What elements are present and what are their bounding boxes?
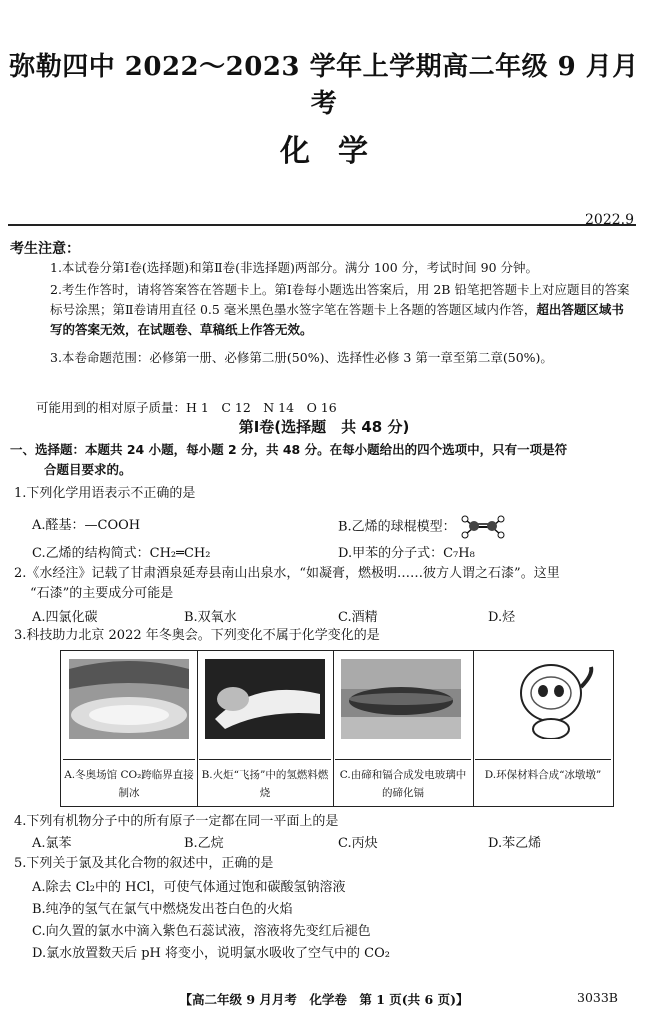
question-4-option-b: B.乙烷 [184, 836, 224, 851]
question-3-caption-a: A.冬奥场馆 CO₂跨临界直接制冰 [63, 759, 195, 802]
subject-title: 化学 [280, 134, 396, 169]
notice-item-2-text: 2.考生作答时，请将答案答在答题卡上。第Ⅰ卷每小题选出答案后，用 2B 铅笔把答题卡上对应题目的答案标号涂黑；第Ⅱ卷请用直径 0.5 毫米黑色墨水签字笔在答题卡上各题的答题区域内作答， [50, 282, 630, 317]
notice-item-1: 1.本试卷分第Ⅰ卷(选择题)和第Ⅱ卷(非选择题)两部分。满分 100 分，考试时间 90 分钟。 [50, 260, 539, 275]
question-3-cell-d [473, 651, 613, 806]
stadium-photo [341, 659, 461, 739]
question-2-stem-line-1: 2.《水经注》记载了甘肃酒泉延寿县南山出泉水，“如凝膏，燃极明……彼方人谓之石漆”。这里 [14, 566, 560, 581]
question-4-option-a: A.氯苯 [32, 836, 72, 851]
question-4-option-d: D.苯乙烯 [488, 836, 542, 851]
ice-rink-photo [69, 659, 189, 739]
question-1-option-b-label: B.乙烯的球棍模型： [338, 519, 456, 535]
section-title: 第Ⅰ卷(选择题 共 48 分) [238, 418, 410, 436]
question-2-option-d: D.烃 [488, 610, 516, 625]
question-2-stem-line-2: “石漆”的主要成分可能是 [30, 586, 174, 601]
exam-date: 2022.9 [585, 212, 634, 228]
question-5-option-d: D.氯水放置数天后 pH 将变小，说明氯水吸收了空气中的 CO₂ [32, 946, 390, 961]
question-3-caption-c: C.由碲和镉合成发电玻璃中的碲化镉 [335, 759, 471, 802]
question-1-option-b [338, 514, 506, 540]
question-1-option-d: D.甲苯的分子式：C₇H₈ [338, 546, 475, 561]
notice-item-2 [50, 280, 630, 340]
header-divider [8, 224, 636, 226]
question-2-option-b: B.双氧水 [184, 610, 237, 625]
mascot-photo [493, 659, 613, 739]
exam-title: 弥勒四中 2022～2023 学年上学期高二年级 9 月月考 [9, 52, 639, 119]
question-3-cell-b [197, 651, 334, 806]
question-2-option-a: A.四氯化碳 [32, 610, 98, 625]
question-5-option-a: A.除去 Cl₂中的 HCl，可使气体通过饱和碳酸氢钠溶液 [32, 880, 346, 895]
instructions-line-2: 合题目要求的。 [44, 462, 132, 477]
question-3-cell-a [61, 651, 198, 806]
question-1-option-c: C.乙烯的结构简式：CH₂═CH₂ [32, 546, 211, 561]
instructions-line-1: 一、选择题：本题共 24 小题，每小题 2 分，共 48 分。在每小题给出的四个选项中，只有一项是符 [10, 442, 568, 457]
question-2-stem [14, 564, 638, 604]
question-3-image-table [60, 650, 614, 807]
question-3-caption-d: D.环保材料合成“冰墩墩” [475, 759, 611, 784]
notice-item-3: 3.本卷命题范围：必修第一册、必修第二册(50%)、选择性必修 3 第一章至第二章(50%)。 [50, 350, 553, 365]
question-1-stem: 1.下列化学用语表示不正确的是 [14, 486, 196, 501]
torch-photo [205, 659, 325, 739]
notice-item-2-bold: 超出答题区域书写的答案无效，在试题卷、草稿纸上作答无效。 [50, 302, 624, 337]
exam-code: 3033B [577, 990, 618, 1005]
atomic-masses: 可能用到的相对原子质量：H 1 C 12 N 14 O 16 [36, 400, 337, 415]
question-3-caption-b: B.火炬“飞扬”中的氢燃料燃烧 [199, 759, 331, 802]
question-2-option-c: C.酒精 [338, 610, 378, 625]
section-instructions [10, 440, 638, 480]
question-5-option-b: B.纯净的氢气在氯气中燃烧发出苍白色的火焰 [32, 902, 293, 917]
question-3-cell-c [333, 651, 474, 806]
question-4-option-c: C.丙炔 [338, 836, 378, 851]
question-3-stem: 3.科技助力北京 2022 年冬奥会。下列变化不属于化学变化的是 [14, 628, 380, 643]
question-5-option-c: C.向久置的氯水中滴入紫色石蕊试液，溶液将先变红后褪色 [32, 924, 371, 939]
ethylene-ball-stick-model-icon [460, 514, 506, 540]
notice-heading: 考生注意： [10, 241, 80, 257]
page-footer: 【高二年级 9 月月考 化学卷 第 1 页(共 6 页)】 [179, 992, 469, 1007]
question-4-stem: 4.下列有机物分子中的所有原子一定都在同一平面上的是 [14, 814, 339, 829]
question-1-option-a: A.醛基：—COOH [32, 518, 141, 533]
question-5-stem: 5.下列关于氯及其化合物的叙述中，正确的是 [14, 856, 274, 871]
